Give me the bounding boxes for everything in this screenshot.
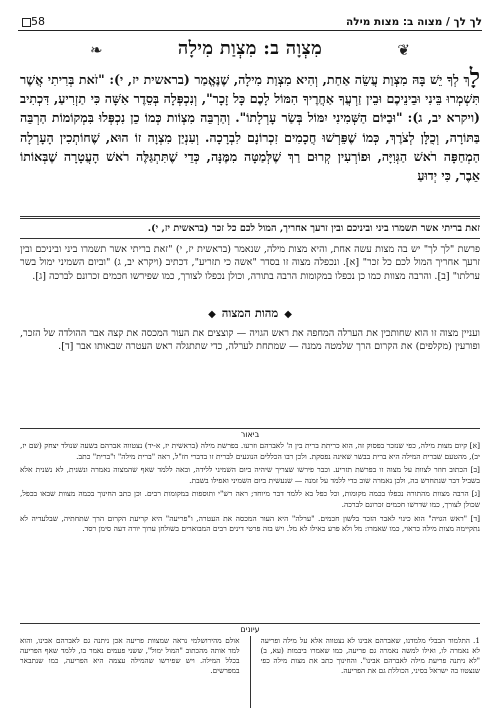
note-item: [ג] הרבה מצוות מהתורה נכפלו בכמה מקומות, וכל כפל בא ללמד דבר מיוחד; ראה רש"י ותוספות במקומות רבים. וכן כתב החינוך בכמה מצוות שבאו בכפל, שכולן לצורך, כמו שדרשו חכמים זכרונם לברכה.	[20, 489, 480, 509]
notes-divider	[20, 428, 480, 429]
page-number-box	[18, 15, 45, 28]
note-item: [א] קיום מצות מילה, כפי שנזכר בפסוק זה, הוא כריתת ברית בין ה' לאברהם וזרעו. בפרשת מילה (בראשית יז, א-יד) נצטווה אברהם בשעה שנולד יצחק (שם יז, יב), מהטעם שברית המילה היא ברית בבשר שאינה נפסקת. ולכן רבו הכללים הנוגעים לברית זו בדברי חז"ל, ראה "ברית מילה" ו"ברית" כתב.	[20, 441, 480, 461]
drop-cap: לָ	[469, 64, 480, 90]
explanation-text-2: ועניין מצוה זו הוא שחותכין את הערלה המחפה את ראש הגויה — קוצצים את העור המכסה את קצה אבר ההולדה של הזכר, ופורעין (מקלפים) את הקרום הרך שלמטה ממנה — שמתחת לערלה, כדי שתתגלה ראש העטרה שבאותו אבר [ד].	[20, 328, 481, 353]
explanation-section	[20, 222, 480, 235]
verse-divider	[20, 238, 480, 239]
explanation-paragraph-1	[20, 243, 480, 283]
chinuch-main-text	[20, 64, 480, 185]
subheading-wrap	[20, 307, 480, 327]
iyunim-label: עיונים	[240, 625, 260, 634]
verse-lead: זאת בריתי אשר תשמרו ביני וביניכם ובין זרעך אחריך, המול לכם כל זכר (בראשית יז, י).	[147, 223, 480, 234]
note-item: [ד] "ראש הגויה" הוא כינוי לאבר הזכר בלשון חכמים. "ערלה" היא העור המכסה את העטרה, ו"פריעה" היא קריעת הקרום הרך שתחתיה, שבלעדיה לא נתקיימה מצות מילה כראוי, כמו שאמרו: מל ולא פרע כאילו לא מל. ויש בזה פרטי דינים רבים המבוארים בשולחן ערוך יורה דעה סימן רסד.	[20, 513, 480, 534]
ornament-icon: ◆	[208, 309, 216, 320]
iyunim-columns	[20, 636, 480, 708]
subheading	[20, 307, 480, 321]
main-body-text: ךְ לְךָ יֵשׁ בָּהּ מִצְוַת עֲשֵׂה אַחַת, וְהִיא מִצְוַת מִילָה, שֶׁנֶּאֱמַר (בראשית יז, י): "זֹאת בְּרִיתִי אֲשֶׁר תִּשְׁמְרוּ בֵּינִי וּבֵינֵיכֶם וּבֵין זַרְעֲךָ אַחֲרֶיךָ הִמּוֹל לָכֶם כָּל זָכָר", וְנִכְפְּלָה בְּסֵדֶר אִשָּׁה כִּי תַזְרִיעַ, דִּכְתִיב (ויקרא יב, ג): "וּבַיּוֹם הַשְּׁמִינִי יִמּוֹל בְּשַׂר עָרְלָתוֹ". וְהַרְבֵּה מִצְוֹות כְּמוֹ כֵן נִכְפְּלוּ בִּמְקוֹמוֹת הַרְבֵּה בַּתּוֹרָה, וְכֻלָּן לְצֹרֶךְ, כְּמוֹ שֶׁפֵּרְשׁוּ חֲכָמִים זִכְרוֹנָם לִבְרָכָה. וְעִנְיַן מִצְוָה זוֹ הוּא, שֶׁחוֹתְכִין הָעָרְלָה הַמְחַפָּה רֹאשׁ הַגְּוִיָּה, וּפוֹרְעִין קְרוּם רַךְ שֶׁלְּמַטָּה מִמֶּנָּה, כְּדֵי שֶׁתִּתְגַּלֶּה רֹאשׁ הָעֲטָרָה שֶׁבְּאוֹתוֹ אֵבֶר, כִּי יְדוּעַ	[20, 72, 480, 184]
ornament-right-icon: ❦	[397, 41, 410, 59]
iyunim-divider	[20, 623, 480, 624]
column-separator	[250, 636, 251, 708]
mitzvah-title: מִצְוָה ב: מִצְוַת מִילָה	[177, 38, 323, 59]
notes-label: ביאור	[240, 430, 260, 439]
mitzvah-title-banner	[80, 38, 420, 64]
iyunim-column-right: 1. התלמוד הבבלי מלמדנו, שאברהם אבינו לא נצטווה אלא על מילה ופריעה לא נאמרה לו, ואילו למשה נאמרה גם פריעה, כמו שאמרו ביבמות (עא, ב) "לא ניתנה פריעת מילה לאברהם אבינו". והחינוך כתב את מצות מילה כפי שנצטוו בה ישראל בסיני, הכוללת גם את הפריעה.	[260, 636, 480, 676]
notes-block	[20, 441, 480, 538]
subheading-text: מהות המצוה	[221, 306, 279, 320]
explanation-text-1: פרשת "לך לך" יש בה מצות עשה אחת, והיא מצות מילה, שנאמר (בראשית יז, י) "זאת בריתי אשר תשמרו ביני וביניכם ובין זרעך אחריך המול לכם כל זכר" [א]. ונכפלה מצוה זו בסדר "אשה כי תזריע", דכתיב (ויקרא יב, ג) "וביום השמיני ימול בשר ערלתו" [ב]. והרבה מצוות כמו כן נכפלו במקומות הרבה בתורה, וכולן נכפלו לצורך, כמו שפירשו חכמים זכרונם לברכה [ג].	[20, 244, 480, 282]
ornament-left-icon: ❧	[90, 41, 103, 59]
running-header	[18, 6, 482, 31]
page-number: 58	[31, 15, 45, 28]
explanation-paragraph-2	[20, 327, 480, 354]
iyunim-column-left: אולם מהירושלמי נראה שמצוות פריעה אכן ניתנה גם לאברהם אבינו, והוא למד אותה מהכתוב "המול ימול", ששני פעמים נאמר בו, ללמד שאף הפריעה בכלל המילה. ויש שפירשו שהמילה עצמה היא הפריעה, כמו שנתבאר במפרשים.	[20, 636, 240, 676]
note-item: [ב] הכתוב חוזר לצוות על מצוה זו בפרשת תזריע. וכבר פירשו שצריך שיהיה ביום השמיני ללידה, ובאה ללמד שאף שהמצוה נאמרה ונשנית, לא נשנית אלא בשביל דבר שנתחדש בה, ולכן נאמרה שוב כדי ללמד על זמנה — שנעשית ביום השמיני ואפילו בשבת.	[20, 465, 480, 485]
header-title: לך לך / מצוה ב: מצות מילה	[346, 16, 482, 28]
ornament-icon: ◆	[284, 309, 292, 320]
section-divider	[20, 216, 480, 219]
square-icon	[22, 18, 31, 27]
